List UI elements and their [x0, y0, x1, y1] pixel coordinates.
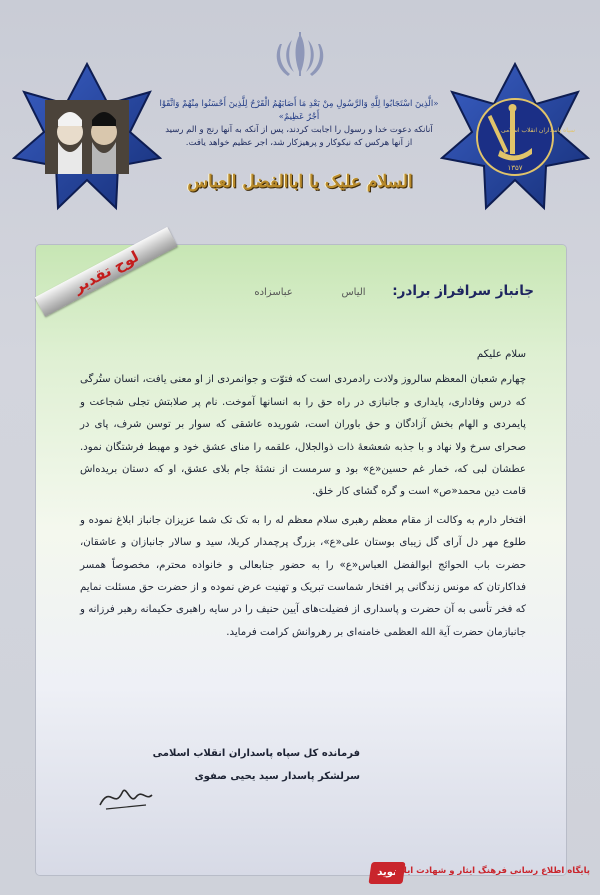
verse-arabic: «الَّذِينَ اسْتَجَابُوا لِلَّهِ وَالرَّسُولِ مِنْ بَعْدِ مَا أَصَابَهُمُ الْقَرْحُ لِلَّذِينَ أَحْسَنُوا مِنْهُمْ وَاتَّقَوْا أَجْرٌ عَظِيمٌ»	[159, 99, 439, 122]
national-emblem-icon	[268, 30, 332, 80]
recipient-last-name: عباسزاده	[254, 287, 293, 298]
salutation-heading: السلام علیک یا اباالفضل العباس	[187, 172, 413, 192]
irgc-emblem-medallion	[440, 62, 590, 212]
ribbon-label: لوح تقدیر	[70, 247, 142, 297]
footer-watermark	[370, 858, 590, 886]
quran-verse	[155, 98, 443, 150]
letter-paragraph-2: افتخار دارم به وکالت از مقام معظم رهبری سلام معظم له را به تک تک شما عزیزان جانباز ابلاغ نموده و طلوع مهر دل آرای گل زیبای بوستان علی«ع»، بزرگ پرچمدار کربلا، سید و سالار جانبازان و عاشقان، حضرت باب الحوائج ابوالفضل العباس«ع» را به حضور جنابعالی و خانواده محترم، مخصوصاً همسر فداکارتان که مونس زندگانی پر افتخار شماست تبریک و تهنیت عرض نموده و از حضرت حق مسئلت نمایم که فخر تأسی به آن حضرت و پاسداری از فضیلت‌های آیین حنیف را در سایه راهبری حکیمانه رهبر فرزانه و جانبازمان حضرت آیة الله العظمی خامنه‌ای بر رهروانش کرامت فرماید.	[80, 514, 526, 638]
signer-name: سرلشکر پاسدار سید یحیی صفوی	[194, 771, 360, 782]
recipient-label: جانباز سرافراز برادر:	[392, 283, 534, 299]
letter-paragraph-1: چهارم شعبان المعظم سالروز ولادت رادمردی است که فتوّت و جوانمردی از او معنی یافت، انسان ستُرگی که درس وفاداری، پایداری و جانبازی در راه حق را به انسانها آموخت. نام پر صلابتش تجلی شجاعت و پایمردی و الهام بخش آزادگان و حق باوران است، شوریده عاشقی که سوار بر توسن شرف، پای در صحرای سرخ ولا نهاد و با جذبه شعشعهٔ ذات ذوالجلال، علقمه را منای عشق خود و مهبط فرشتگان نمود. عطشان لبی که، خمار غم حسین«ع» بود و سرمست از نشئهٔ جام بلای عشق، او که دستان بریده‌اش قامت دین محمد«ص» است و گره گشای کار خلق.	[80, 374, 526, 498]
recipient-first-name: الیاس	[341, 287, 366, 298]
leaders-portrait-medallion	[12, 62, 162, 212]
letter-body	[80, 344, 526, 644]
signature-block	[120, 742, 360, 788]
signer-title: فرمانده کل سپاه پاسداران انقلاب اسلامی	[152, 748, 360, 759]
recipient-line	[228, 283, 534, 299]
verse-translation-line-2: از آنها هرکس که نیکوکار و پرهیزکار شد، اجر عظیم خواهد یافت.	[185, 138, 413, 148]
verse-translation-line-1: آنانکه دعوت خدا و رسول را اجابت کردند، پس از آنکه به آنها رنج و الم رسید	[165, 125, 433, 135]
footer-site-name: پایگاه اطلاع رسانی فرهنگ ایثار و شهادت ایلام	[394, 866, 590, 876]
handwritten-signature	[96, 775, 156, 815]
letter-greeting: سلام علیکم	[476, 349, 526, 360]
emblem-caption: سپاه پاسداران انقلاب اسلامی	[501, 127, 575, 134]
emblem-year: ۱۳۵۷	[507, 164, 523, 172]
footer-logo: نوید	[368, 862, 405, 884]
